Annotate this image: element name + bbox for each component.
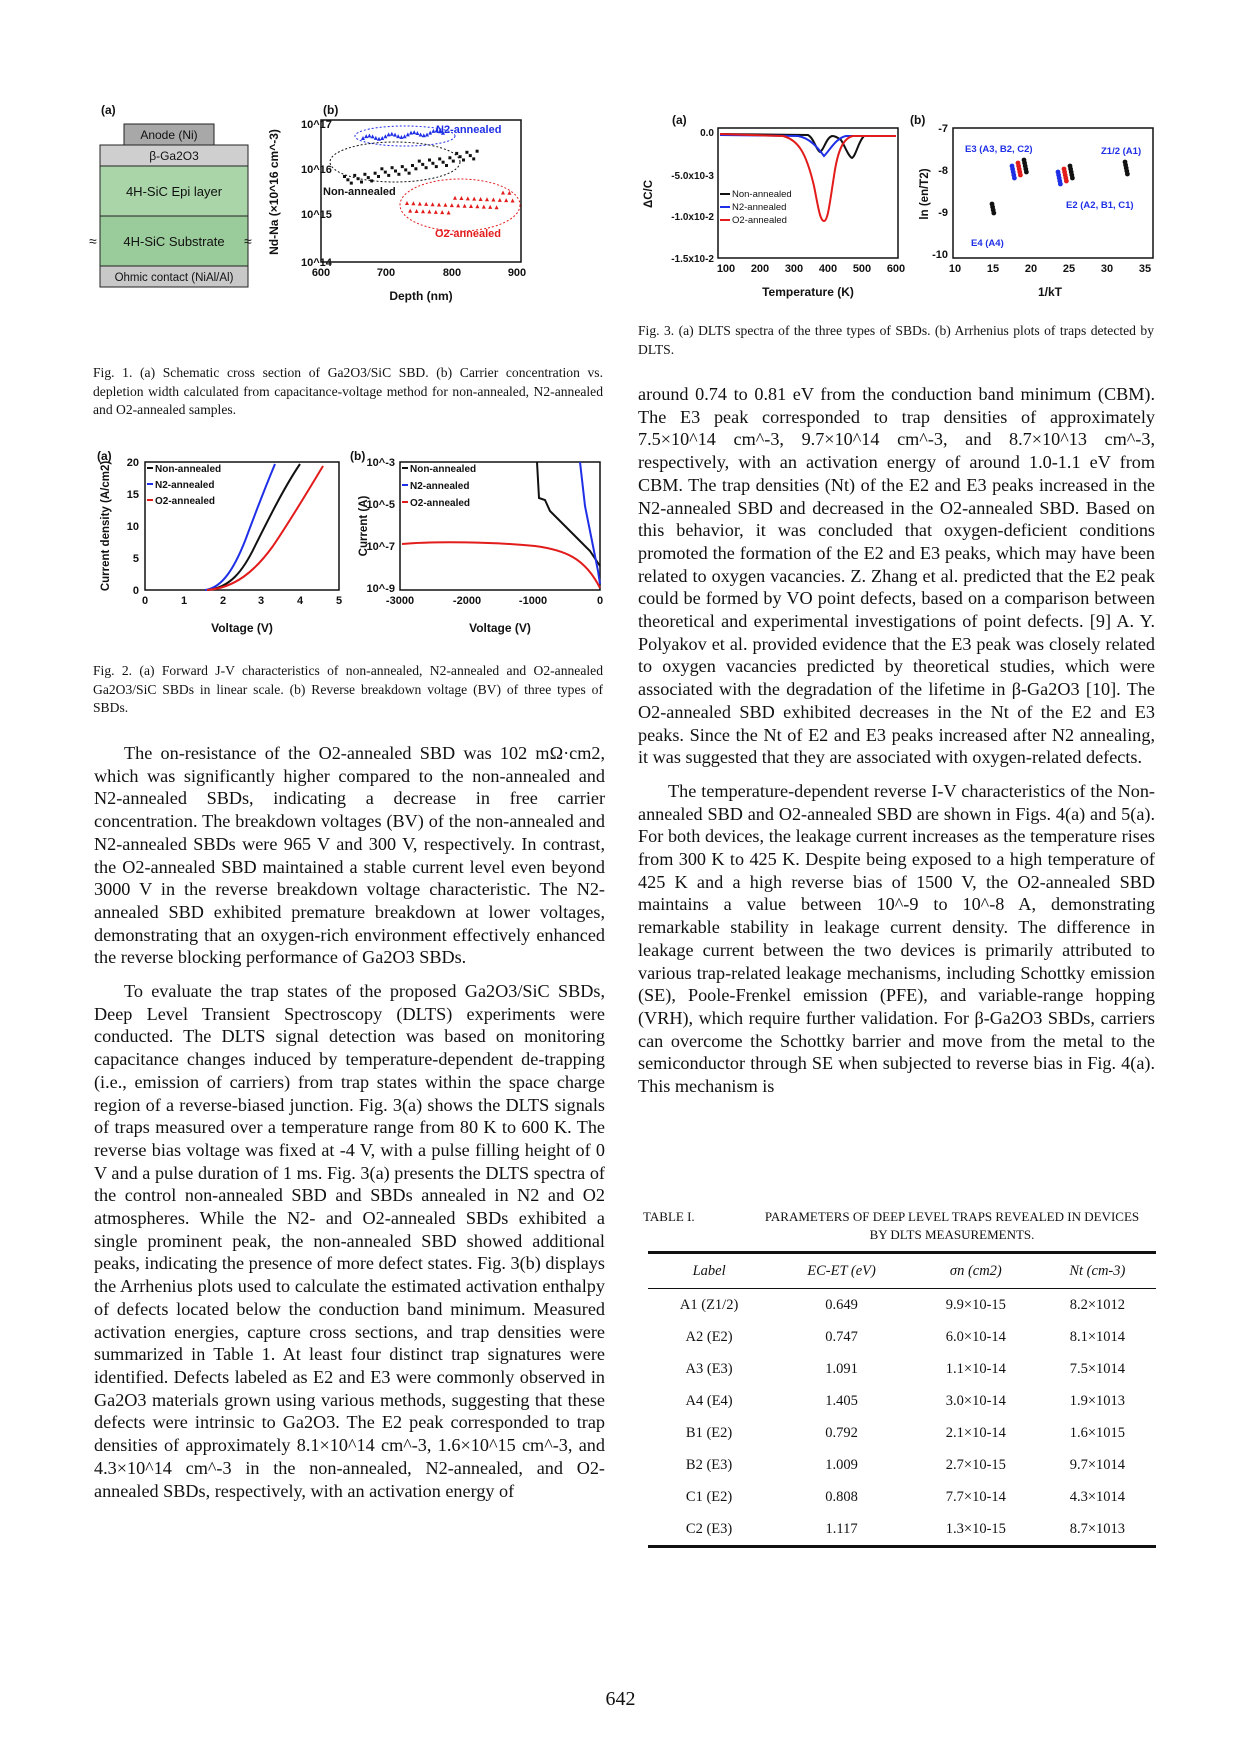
e4-label: E4 (A4) — [971, 238, 1004, 249]
table-cell: 7.7×10-14 — [945, 1488, 1006, 1505]
fig3a-ytick: -5.0x10-3 — [671, 171, 714, 182]
o2-point — [469, 204, 473, 208]
non-annealed-point — [357, 177, 360, 180]
table-cell: 0.649 — [825, 1296, 858, 1313]
table-cell: 9.7×1014 — [1069, 1456, 1125, 1473]
o2-point — [491, 198, 495, 202]
table-cell: A1 (Z1/2) — [679, 1296, 739, 1313]
table-cell: C1 (E2) — [685, 1488, 733, 1505]
table-row — [648, 1385, 1156, 1417]
fig2a-xtick: 5 — [335, 595, 343, 607]
fig3b-xlabel: 1/kT — [1037, 285, 1063, 299]
n2-point — [399, 135, 403, 139]
n2-points — [361, 128, 445, 140]
non-annealed-point — [343, 175, 346, 178]
fig3b-ytick: -9 — [938, 207, 948, 219]
fig1b-panel: (b) — [323, 103, 339, 117]
non-annealed-point — [472, 157, 475, 160]
fig2b-legend-non: Non-annealed — [410, 464, 477, 475]
non-annealed-point — [418, 160, 421, 163]
o2-point — [463, 204, 467, 208]
table-row — [648, 1417, 1156, 1449]
fig3a-legend-o2: O2-annealed — [732, 215, 787, 226]
o2-point — [485, 197, 489, 201]
fig2a-legend-n2: N2-annealed — [155, 480, 215, 491]
fig3a-xtick: 600 — [886, 263, 906, 275]
table-header: Nt (cm-3) — [1039, 1253, 1156, 1289]
non-annealed-point — [442, 161, 445, 164]
fig3a-ytick: 0.0 — [700, 128, 714, 139]
non-annealed-point — [404, 168, 407, 171]
fig3b-ytick: -10 — [932, 249, 948, 261]
o2-point — [498, 198, 502, 202]
fig2a-legend-non: Non-annealed — [155, 464, 222, 475]
non-annealed-point — [367, 176, 370, 179]
non-annealed-point — [425, 166, 428, 169]
fig2a-panel: (a) — [97, 449, 112, 463]
n2-point — [377, 137, 381, 141]
fig2b-ytick: 10^-5 — [366, 499, 395, 511]
non-ellipse — [330, 142, 460, 182]
table-cell: 3.0×10-14 — [945, 1392, 1006, 1409]
n2-point — [367, 134, 371, 138]
non-annealed-point — [350, 182, 353, 185]
table-cell: 1.6×1015 — [1069, 1424, 1125, 1441]
non-annealed-point — [448, 156, 451, 159]
fig1b-xtick: 900 — [507, 267, 527, 279]
n2-label: N2-annealed — [436, 124, 502, 136]
o2-point — [482, 205, 486, 209]
non-annealed-point — [445, 164, 448, 167]
table-cell: 1.1×10-14 — [945, 1360, 1006, 1377]
table-header: Label — [648, 1253, 770, 1289]
non-annealed-point — [384, 171, 387, 174]
arrhenius-point — [1024, 170, 1029, 175]
trap-table — [648, 1251, 1156, 1548]
fig1b-ytick: 10^17 — [301, 119, 332, 131]
o2-point — [418, 202, 422, 206]
o2-point — [408, 209, 412, 213]
fig2a-ylabel: Current density (A/cm2) — [100, 460, 112, 592]
o2-point — [427, 210, 431, 214]
fig3a-legend-n2: N2-annealed — [732, 202, 787, 213]
fig2a-legend-o2: O2-annealed — [155, 496, 216, 507]
o2-point — [507, 191, 511, 195]
fig2a-xtick: 3 — [257, 595, 265, 607]
o2-point — [456, 203, 460, 207]
table-cell: B1 (E2) — [685, 1424, 733, 1441]
n2-point — [371, 134, 375, 138]
fig3b-panel: (b) — [910, 113, 926, 127]
table-cell: 2.7×10-15 — [945, 1456, 1006, 1473]
left-column — [94, 742, 605, 1502]
non-annealed-point — [438, 157, 441, 160]
non-annealed-point — [465, 151, 468, 154]
break-mark-left: ≈ — [89, 233, 97, 249]
n2-point — [390, 132, 394, 136]
non-annealed-point — [469, 154, 472, 157]
ga2o3-label: β-Ga2O3 — [149, 149, 199, 163]
table-title-line2: BY DLTS MEASUREMENTS. — [869, 1227, 1035, 1242]
o2-point — [424, 202, 428, 206]
non-annealed-point — [370, 179, 373, 182]
non-annealed-point — [452, 160, 455, 163]
fig1b-xtick: 700 — [376, 267, 396, 279]
table-cell: A4 (E4) — [685, 1392, 733, 1409]
table-cell: 1.3×10-15 — [913, 1513, 1039, 1547]
o2-point — [447, 210, 451, 214]
e3-label: E3 (A3, B2, C2) — [965, 144, 1033, 155]
o2-point — [495, 205, 499, 209]
table-cell: 0.792 — [825, 1424, 858, 1441]
table-row — [648, 1449, 1156, 1481]
arrhenius-point — [1018, 173, 1023, 178]
fig2b-legend-n2: N2-annealed — [410, 481, 470, 492]
fig2b-xtick: -2000 — [452, 595, 482, 607]
o2-point — [415, 209, 419, 213]
o2-point — [437, 203, 441, 207]
arrhenius-point — [1012, 176, 1017, 181]
n2-point — [387, 132, 391, 136]
fig1b-xtick: 800 — [442, 267, 462, 279]
table-title-line1: PARAMETERS OF DEEP LEVEL TRAPS REVEALED IN DEVICES — [764, 1209, 1140, 1224]
table-row — [648, 1513, 1156, 1547]
table-cell: A3 (E3) — [685, 1360, 733, 1377]
table-header: σn (cm2) — [913, 1253, 1039, 1289]
non-annealed-point — [353, 174, 356, 177]
non-annealed-point — [462, 159, 465, 162]
fig2b-xtick: -1000 — [518, 595, 548, 607]
break-mark-right: ≈ — [244, 233, 252, 249]
n2-point — [415, 131, 419, 135]
fig1b-xtick: 600 — [311, 267, 331, 279]
fig2b-xlabel: Voltage (V) — [469, 621, 531, 635]
non-annealed-point — [363, 173, 366, 176]
paragraph: The temperature-dependent reverse I-V characteristics of the Non-annealed SBD and O2-annealed SBD are shown in Figs. 4(a) and 5(a). For both devices, the leakage current increases as the temperature rises from 300 K to 425 K. Despite being exposed to a high temperature of 425 K and a high reverse bias of 1500 V, the O2-annealed SBD maintains a value between 10^-9 to 10^-8 A, demonstrating remarkable stability in leakage current density. The difference in leakage current between the two devices is primarily attributed to various trap-related leakage mechanisms, including Schottky emission (SE), Poole-Frenkel emission (PFE), and variable-range hopping (VRH), which require further validation. For β-Ga2O3 SBDs, carriers can overcome the Schottky barrier and move from the metal to the semiconductor through SE when subjected to reverse bias in Fig. 4(a). This mechanism is — [638, 780, 1155, 1097]
o2-point — [479, 197, 483, 201]
fig2a-ytick: 5 — [132, 553, 139, 565]
o2-point — [511, 198, 515, 202]
table-cell: 1.9×1013 — [1069, 1392, 1125, 1409]
fig2b-legend-o2: O2-annealed — [410, 498, 471, 509]
table-cell: A2 (E2) — [685, 1328, 733, 1345]
fig1b-ylabel: Nd-Na (×10^16 cm^-3) — [267, 129, 281, 255]
o2-point — [450, 203, 454, 207]
table-cell: 6.0×10-14 — [945, 1328, 1006, 1345]
fig3a-xtick: 200 — [750, 263, 770, 275]
table-cell: 0.808 — [825, 1488, 858, 1505]
fig3a-xtick: 100 — [716, 263, 736, 275]
non-annealed-point — [455, 152, 458, 155]
o2-ellipse — [400, 179, 520, 231]
o2-point — [431, 202, 435, 206]
non-annealed-point — [428, 159, 431, 162]
figure-1 — [89, 100, 605, 325]
non-annealed-point — [435, 165, 438, 168]
fig2-caption: Fig. 2. (a) Forward J-V characteristics of non-annealed, N2-annealed and O2-annealed Ga2O3/SiC SBDs in linear scale. (b) Reverse breakdown voltage (BV) of three types of SBDs. — [93, 663, 603, 715]
fig3b-xtick: 15 — [986, 263, 1000, 275]
fig2a-xtick: 4 — [296, 595, 304, 607]
fig3a-ytick: -1.0x10-2 — [671, 212, 714, 223]
table-cell: 1.009 — [825, 1456, 858, 1473]
o2-points — [405, 191, 515, 215]
fig3a-non-curve — [720, 134, 896, 158]
o2-point — [443, 203, 447, 207]
fig2a-xtick: 2 — [219, 595, 227, 607]
n2-point — [396, 134, 400, 138]
fig2a-ytick: 0 — [132, 585, 139, 597]
n2-point — [422, 133, 426, 137]
fig3b-xtick: 35 — [1138, 263, 1152, 275]
anode-label: Anode (Ni) — [140, 128, 198, 142]
table-cell: C2 (E3) — [648, 1513, 770, 1547]
arrhenius-point — [1070, 176, 1075, 181]
o2-point — [488, 205, 492, 209]
table-header: EC-ET (eV) — [770, 1253, 913, 1289]
fig3-caption: Fig. 3. (a) DLTS spectra of the three types of SBDs. (b) Arrhenius plots of traps detected by DLTS. — [638, 323, 1154, 357]
fig2b-ylabel: Current (A) — [358, 495, 370, 557]
o2-point — [405, 201, 409, 205]
fig3a-xlabel: Temperature (K) — [762, 285, 854, 299]
fig3b-xtick: 30 — [1100, 263, 1114, 275]
fig3b-xtick: 25 — [1062, 263, 1076, 275]
fig3b-xtick: 20 — [1024, 263, 1038, 275]
fig2b-non-curve — [537, 462, 600, 566]
fig2b-xtick: 0 — [596, 595, 604, 607]
o2-point — [411, 201, 415, 205]
epi-label: 4H-SiC Epi layer — [125, 184, 223, 199]
fig3a-ytick: -1.5x10-2 — [671, 254, 714, 265]
table-cell: 1.405 — [825, 1392, 858, 1409]
non-annealed-point — [411, 164, 414, 167]
table-cell: 4.3×1014 — [1069, 1488, 1125, 1505]
table-row — [648, 1481, 1156, 1513]
paragraph: To evaluate the trap states of the proposed Ga2O3/SiC SBDs, Deep Level Transient Spectroscopy (DLTS) experiments were conducted. The DLTS signal detection was based on monitoring capacitance changes induced by temperature-dependent de-trapping (i.e., emission of carriers) from trap states within the space charge region of a reverse-biased junction. Fig. 3(a) shows the DLTS signals of traps measured over a temperature range from 80 K to 600 K. The reverse bias voltage was fixed at -4 V, with a pulse filling height of 0 V and a pulse duration of 1 ms. Fig. 3(a) presents the DLTS spectra of the control non-annealed SBD and SBDs annealed in N2 and O2 atmospheres. While the N2- and O2-annealed SBDs exhibited a single prominent peak, the non-annealed SBD showed additional peaks, indicating the presence of more defect states. Fig. 3(b) displays the Arrhenius plots used to calculate the estimated activation enthalpy of defects located below the conduction band minimum. Measured activation energies, capture cross sections, and trap densities were summarized in Table 1. At least four distinct trap signatures were identified. Defects labeled as E2 and E3 were commonly observed in Ga2O3 materials grown using various methods, suggesting that these defects were intrinsic to Ga2O3. The E2 peak corresponded to trap densities of approximately 8.1×10^14 cm^-3, 1.6×10^15 cm^-3, and 4.3×10^14 cm^-3 in the non-annealed, N2-annealed, and O2-annealed SBDs, respectively, with an activation energy of — [94, 981, 605, 1501]
o2-label: O2-annealed — [435, 228, 502, 240]
fig3b-ytick: -8 — [938, 165, 948, 177]
table-cell: 1.117 — [770, 1513, 913, 1547]
fig2a-xtick: 0 — [141, 595, 149, 607]
n2-point — [364, 134, 368, 138]
fig3a-legend-non: Non-annealed — [732, 189, 792, 200]
o2-point — [466, 196, 470, 200]
table-cell: B2 (E3) — [685, 1456, 733, 1473]
table-cell: 1.091 — [825, 1360, 858, 1377]
substrate-label: 4H-SiC Substrate — [123, 234, 225, 249]
paragraph: around 0.74 to 0.81 eV from the conduction band minimum (CBM). The E3 peak corresponded to trap densities of approximately 7.5×10^14 cm^-3, 9.7×10^14 cm^-3, and 8.7×10^13 cm^-3, respectively, with an activation energy of around 1.0-1.1 eV from CBM. The trap densities (Nt) of the E2 and E3 peaks increased in the N2-annealed SBD and decreased in the O2-annealed SBD. Based on this behavior, it was concluded that oxygen-deficient conditions promoted the formation of the E2 and E3 peaks, which may have been related to oxygen vacancies. Z. Zhang et al. predicted that the E2 peak could be formed by VO point defects, based on a comparison between theoretical and experimental investigations of point defects. [9] A. Y. Polyakov et al. provided evidence that the E3 peak was closely related to oxygen vacancies predicted by theoretical studies, which were associated with the degradation of the lifetime in β-Ga2O3 [10]. The O2-annealed SBD exhibited decreases in the Nt of the E2 and E3 peaks. Since the Nt of E2 and E3 peaks increased after N2 annealing, it was suggested that they are associated with oxygen-related defects. — [638, 384, 1155, 768]
figure-3 — [638, 106, 1158, 306]
non-annealed-point — [360, 181, 363, 184]
o2-point — [504, 198, 508, 202]
page-number: 642 — [605, 1688, 636, 1710]
non-annealed-point — [421, 163, 424, 166]
o2-point — [501, 191, 505, 195]
fig2a-xlabel: Voltage (V) — [211, 621, 273, 635]
non-annealed-point — [380, 167, 383, 170]
paragraph: The on-resistance of the O2-annealed SBD was 102 mΩ·cm2, which was significantly higher compared to the non-annealed and N2-annealed SBDs, indicating a decrease in free carrier concentration. The breakdown voltages (BV) of the non-annealed and N2-annealed SBDs were 965 V and 300 V, respectively. In contrast, the O2-annealed SBD maintained a stable current level even beyond 3000 V in the reverse breakdown voltage characteristic. The N2-annealed SBD exhibited premature breakdown at lower voltages, demonstrating that an oxygen-rich environment effectively enhanced the reverse blocking performance of Ga2O3 SBDs. — [94, 743, 605, 968]
arrhenius-point — [1064, 179, 1069, 184]
fig2b-ytick: 10^-7 — [366, 541, 395, 553]
fig3a-panel: (a) — [672, 113, 687, 127]
o2-point — [472, 197, 476, 201]
arrhenius-point — [1125, 172, 1130, 177]
fig2b-xtick: -3000 — [385, 595, 415, 607]
fig3b-ylabel: ln (en/T2) — [919, 168, 931, 220]
non-annealed-point — [459, 155, 462, 158]
non-annealed-point — [346, 178, 349, 181]
fig1b-ytick: 10^15 — [301, 209, 332, 221]
fig3b-ytick: -7 — [938, 123, 948, 135]
table-cell: 2.1×10-14 — [945, 1424, 1006, 1441]
right-column — [638, 383, 1155, 1098]
non-annealed-point — [391, 166, 394, 169]
table-row — [648, 1321, 1156, 1353]
non-annealed-point — [431, 162, 434, 165]
figure-2 — [95, 446, 605, 646]
ohmic-label: Ohmic contact (NiAl/Al) — [114, 272, 234, 284]
fig1b-ytick: 10^16 — [301, 164, 332, 176]
fig2b-o2-curve — [402, 542, 600, 588]
o2-point — [459, 196, 463, 200]
fig3b-xtick: 10 — [948, 263, 962, 275]
fig3a-xtick: 400 — [818, 263, 838, 275]
non-annealed-point — [401, 165, 404, 168]
non-annealed-point — [397, 173, 400, 176]
non-annealed-point — [408, 172, 411, 175]
non-annealed-point — [377, 175, 380, 178]
o2-point — [440, 210, 444, 214]
table-row — [648, 1289, 1156, 1322]
fig2a-ytick: 20 — [126, 457, 139, 469]
n2-point — [419, 132, 423, 136]
fig1-caption: Fig. 1. (a) Schematic cross section of Ga2O3/SiC SBD. (b) Carrier concentration vs. depletion width calculated from capacitance-voltage method for non-annealed, N2-annealed and O2-annealed samples. — [93, 365, 603, 417]
fig2a-ytick: 10 — [126, 521, 139, 533]
n2-point — [374, 136, 378, 140]
fig2a-xtick: 1 — [180, 595, 188, 607]
table-cell: 8.2×1012 — [1069, 1296, 1125, 1313]
fig1b-plot — [267, 119, 526, 303]
fig1b-xlabel: Depth (nm) — [389, 289, 453, 303]
table-label: TABLE I. — [643, 1209, 695, 1224]
fig3a-xtick: 500 — [852, 263, 872, 275]
fig1a-panel: (a) — [101, 103, 116, 117]
arrhenius-point — [1058, 182, 1063, 187]
o2-point — [453, 196, 457, 200]
o2-point — [434, 210, 438, 214]
fig2b-panel: (b) — [350, 449, 366, 463]
table-cell: 0.747 — [825, 1328, 858, 1345]
e2-label: E2 (A2, B1, C1) — [1066, 200, 1134, 211]
fig1a-schematic — [89, 124, 252, 287]
table-cell: 8.1×1014 — [1069, 1328, 1125, 1345]
fig3a-ylabel: ΔC/C — [643, 179, 655, 209]
non-annealed-point — [374, 172, 377, 175]
non-annealed-point — [387, 174, 390, 177]
table-row — [648, 1353, 1156, 1385]
fig2a-ytick: 15 — [126, 489, 139, 501]
arrhenius-point — [991, 211, 996, 216]
non-annealed-point — [414, 167, 417, 170]
table-cell: 7.5×1014 — [1069, 1360, 1125, 1377]
o2-point — [475, 204, 479, 208]
n2-point — [393, 133, 397, 137]
non-annealed-point — [394, 170, 397, 173]
fig2b-ytick: 10^-3 — [366, 457, 395, 469]
table-cell: 8.7×1013 — [1039, 1513, 1156, 1547]
o2-point — [421, 209, 425, 213]
n2-point — [412, 130, 416, 134]
fig3a-n2-curve — [720, 135, 896, 156]
fig2b-ytick: 10^-9 — [366, 583, 395, 595]
non-annealed-point — [476, 150, 479, 153]
fig3a-xtick: 300 — [784, 263, 804, 275]
z12-label: Z1/2 (A1) — [1101, 146, 1142, 157]
fig1b-ytick: 10^14 — [301, 257, 332, 269]
non-label: Non-annealed — [323, 186, 396, 198]
table-cell: 9.9×10-15 — [945, 1296, 1006, 1313]
